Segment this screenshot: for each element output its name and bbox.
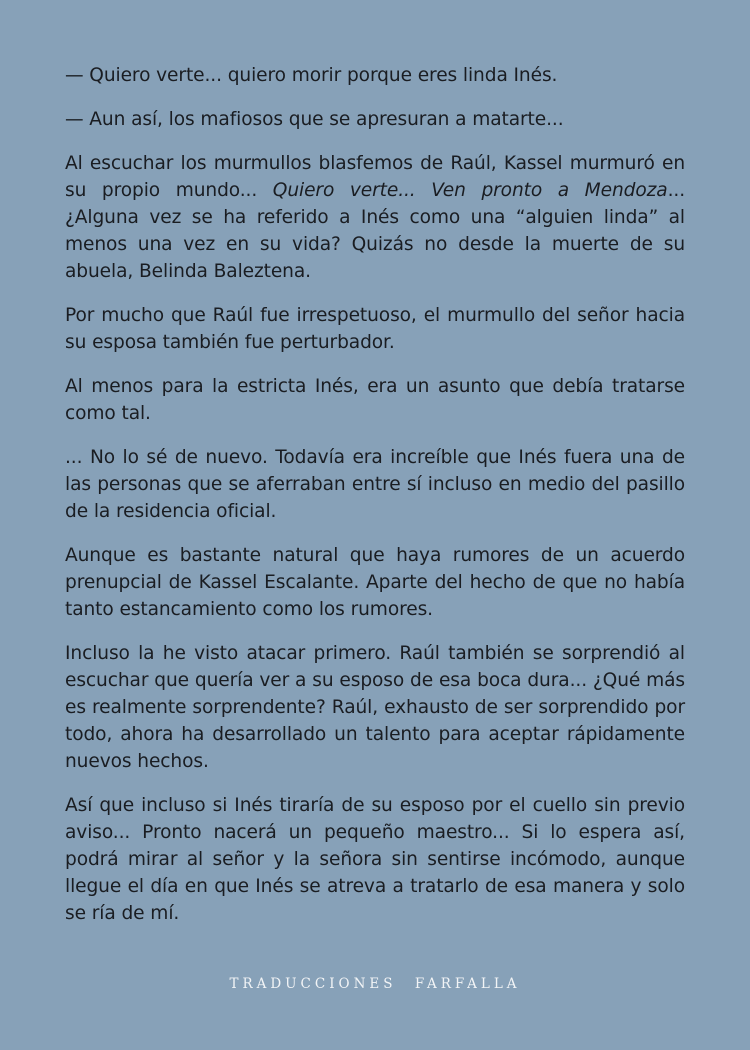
paragraph-text-before-italic: Al escuchar los murmullos blasfemos de Raúl, Kassel murmuró en su propio mundo... <box>65 153 685 201</box>
dialogue-line-1: — Quiero verte... quiero morir porque eres linda Inés. <box>65 65 558 86</box>
paragraph-attack-first: Incluso la he visto atacar primero. Raúl también se sorprendió al escuchar que quería ver a su esposo de esa boca dura... ¿Qué más es realmente sorprendente? Raúl, exhausto de ser sorprendido por todo, ahora ha desarrollado un talento para aceptar rápidamente nuevos hechos. <box>65 643 685 772</box>
paragraph-hallway: ... No lo sé de nuevo. Todavía era increíble que Inés fuera una de las personas que se aferraban entre sí incluso en medio del pasillo de la residencia oficial. <box>65 447 685 522</box>
footer-credit: TRADUCCIONES FARFALLA <box>229 976 521 992</box>
paragraph-young-master: Así que incluso si Inés tiraría de su esposo por el cuello sin previo aviso... Pronto nacerá un pequeño maestro... Si lo espera así, podrá mirar al señor y la señora sin sentirse incómodo, aunque llegue el día en que Inés se atreva a tratarlo de esa manera y solo se ría de mí. <box>65 795 685 924</box>
paragraph-strict-ines: Al menos para la estricta Inés, era un asunto que debía tratarse como tal. <box>65 376 685 424</box>
italic-inner-thought: Quiero verte... Ven pronto a Mendoza <box>272 180 668 201</box>
story-page <box>65 62 685 944</box>
paragraph-kassel-murmur <box>65 150 685 285</box>
paragraph-rumors: Aunque es bastante natural que haya rumores de un acuerdo prenupcial de Kassel Escalante. Aparte del hecho de que no había tanto estancamiento como los rumores. <box>65 545 685 620</box>
dialogue-line-2: — Aun así, los mafiosos que se apresuran a matarte... <box>65 109 564 130</box>
paragraph-text-after-italic: ... ¿Alguna vez se ha referido a Inés como una “alguien linda” al menos una vez en su vida? Quizás no desde la muerte de su abuela, Belinda Baleztena. <box>65 180 686 282</box>
paragraph-raul-disrespect: Por mucho que Raúl fue irrespetuoso, el murmullo del señor hacia su esposa también fue perturbador. <box>65 305 685 353</box>
